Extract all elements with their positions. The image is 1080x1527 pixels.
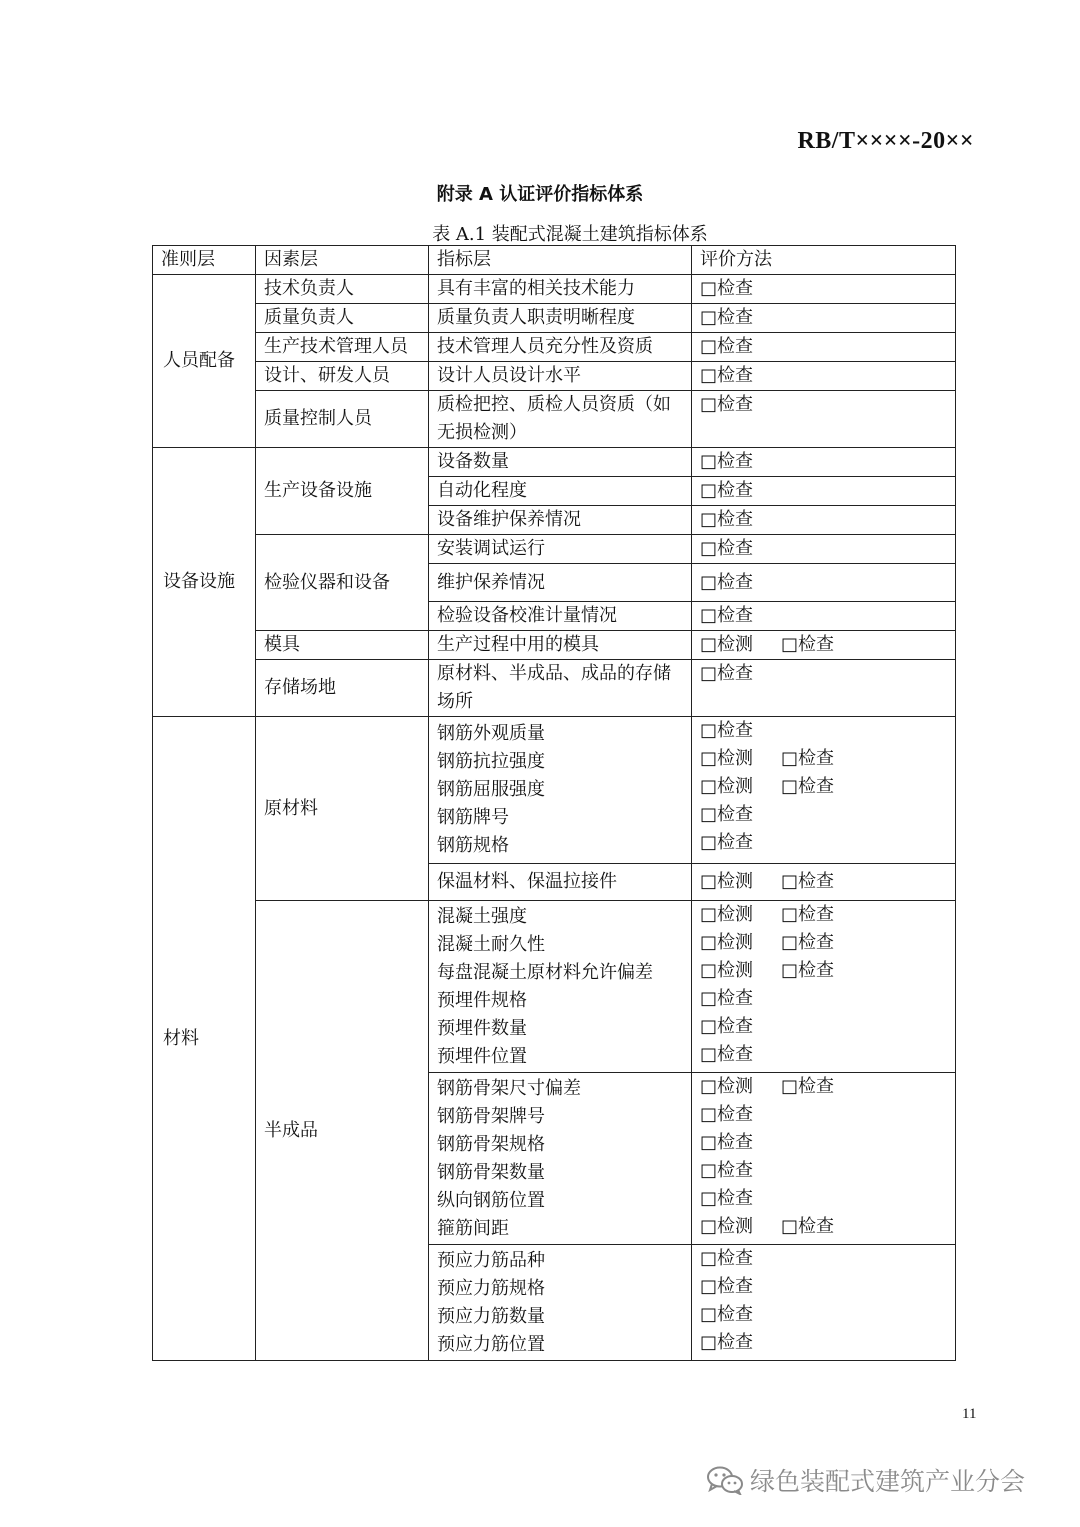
indicator-label: 预埋件位置 (437, 1045, 527, 1067)
column-header: 准则层 (153, 246, 256, 275)
indicator-cell (429, 717, 692, 864)
method-line (700, 631, 947, 659)
indicator-label: 质量负责人职责明晰程度 (437, 307, 635, 328)
indicator-label: 预应力筋位置 (437, 1333, 545, 1355)
indicator-label: 混凝土强度 (437, 905, 527, 927)
table-row (153, 535, 956, 564)
factor-label: 原材料 (264, 797, 318, 819)
indicator-cell (429, 1245, 692, 1361)
indicator-cell (429, 1073, 692, 1245)
indicator-cell (429, 602, 692, 631)
appendix-title: 附录 A 认证评价指标体系 (436, 184, 644, 205)
method-cell (692, 448, 956, 477)
method-checkbox-label: □检查 (700, 804, 754, 825)
criterion-cell (153, 448, 256, 717)
table-row (153, 275, 956, 304)
method-cell (692, 901, 956, 1073)
table-row (153, 660, 956, 717)
method-line (700, 1101, 947, 1129)
factor-cell (256, 631, 429, 660)
method-line (700, 801, 947, 829)
factor-cell (256, 717, 429, 901)
method-checkbox-label: □检查 (700, 336, 754, 357)
method-line (700, 868, 947, 896)
column-header: 因素层 (256, 246, 429, 275)
method-checkbox-label: □检查 (700, 394, 754, 415)
method-checkbox-label: □检查 (781, 871, 835, 892)
indicator-label: 预应力筋规格 (437, 1277, 545, 1299)
factor-label: 质量负责人 (264, 307, 354, 328)
method-cell (692, 1073, 956, 1245)
method-cell (692, 362, 956, 391)
method-line (700, 929, 947, 957)
method-line (700, 901, 947, 929)
indicator-label: 钢筋外观质量 (437, 723, 545, 744)
indicator-cell (429, 506, 692, 535)
method-line (700, 1329, 947, 1357)
method-line (700, 745, 947, 773)
method-checkbox-label: □检查 (700, 663, 754, 684)
indicator-cell (429, 362, 692, 391)
method-checkbox-label: □检测 (700, 1216, 754, 1237)
method-line (700, 957, 947, 985)
indicator-label: 质检把控、质检人员资质（如 (437, 394, 671, 415)
page-number: 11 (962, 1406, 977, 1422)
indicator-label: 钢筋骨架数量 (437, 1161, 545, 1183)
indicator-label: 预应力筋品种 (437, 1249, 545, 1271)
indicator-cell (429, 477, 692, 506)
method-checkbox-label: □检查 (700, 509, 754, 530)
indicator-label: 技术管理人员充分性及资质 (437, 336, 653, 357)
method-checkbox-label: □检查 (700, 832, 754, 853)
method-line (700, 333, 947, 361)
factor-label: 检验仪器和设备 (264, 571, 390, 593)
standard-code: RB/T××××-20×× (797, 128, 974, 154)
method-line (700, 1213, 947, 1241)
factor-label: 模具 (264, 634, 300, 655)
factor-label: 存储场地 (264, 677, 336, 698)
factor-cell (256, 362, 429, 391)
method-line (700, 1129, 947, 1157)
method-checkbox-label: □检测 (700, 748, 754, 769)
method-checkbox-label: □检测 (700, 776, 754, 797)
method-cell (692, 275, 956, 304)
factor-cell (256, 391, 429, 448)
indicator-label: 场所 (437, 691, 473, 712)
method-line (700, 660, 947, 688)
indicator-cell (429, 448, 692, 477)
indicator-label: 钢筋规格 (437, 835, 509, 856)
method-line (700, 275, 947, 303)
indicator-label: 维护保养情况 (437, 571, 545, 593)
indicator-label: 保温材料、保温拉接件 (437, 871, 617, 892)
factor-label: 设计、研发人员 (264, 365, 390, 386)
indicator-cell (429, 535, 692, 564)
method-checkbox-label: □检查 (700, 1132, 754, 1153)
watermark-text: 绿色装配式建筑产业分会 (750, 1467, 1026, 1496)
method-checkbox-label: □检测 (700, 871, 754, 892)
factor-label: 技术负责人 (264, 278, 354, 299)
indicator-label: 生产过程中用的模具 (437, 634, 599, 655)
method-checkbox-label: □检查 (700, 278, 754, 299)
method-cell (692, 333, 956, 362)
method-checkbox-label: □检查 (700, 307, 754, 328)
method-checkbox-label: □检查 (700, 1248, 754, 1269)
indicator-cell (429, 864, 692, 901)
criterion-label: 设备设施 (163, 571, 235, 592)
method-checkbox-label: □检查 (781, 904, 835, 925)
table-row (153, 717, 956, 864)
table-row (153, 304, 956, 333)
method-line (700, 829, 947, 857)
method-checkbox-label: □检查 (781, 748, 835, 769)
method-line (700, 1301, 947, 1329)
indicator-label: 预埋件数量 (437, 1017, 527, 1039)
method-cell (692, 1245, 956, 1361)
method-cell (692, 391, 956, 448)
method-checkbox-label: □检查 (700, 1160, 754, 1181)
wechat-icon (706, 1465, 744, 1495)
watermark (706, 1462, 1025, 1498)
method-checkbox-label: □检测 (700, 634, 754, 655)
indicator-label: 设计人员设计水平 (437, 365, 581, 386)
method-checkbox-label: □检测 (700, 1076, 754, 1097)
method-line (700, 448, 947, 476)
method-line (700, 1041, 947, 1069)
method-line (700, 1245, 947, 1273)
factor-label: 质量控制人员 (264, 408, 372, 429)
method-checkbox-label: □检测 (700, 932, 754, 953)
method-checkbox-label: □检查 (781, 1216, 835, 1237)
indicator-label: 原材料、半成品、成品的存储 (437, 663, 671, 684)
indicator-cell (429, 333, 692, 362)
indicator-label: 预应力筋数量 (437, 1305, 545, 1327)
method-line (700, 304, 947, 332)
indicator-label: 钢筋骨架牌号 (437, 1105, 545, 1127)
method-checkbox-label: □检查 (700, 605, 754, 626)
indicator-label: 无损检测） (437, 422, 527, 443)
criterion-label: 人员配备 (163, 350, 235, 371)
method-checkbox-label: □检查 (700, 988, 754, 1009)
indicator-cell (429, 391, 692, 448)
method-cell (692, 631, 956, 660)
factor-cell (256, 535, 429, 631)
factor-cell (256, 275, 429, 304)
indicator-cell (429, 275, 692, 304)
indicator-label: 钢筋骨架尺寸偏差 (437, 1077, 581, 1099)
factor-cell (256, 660, 429, 717)
method-line (700, 602, 947, 630)
criterion-cell (153, 717, 256, 1361)
method-checkbox-label: □检查 (781, 1076, 835, 1097)
method-checkbox-label: □检查 (700, 720, 754, 741)
method-line (700, 773, 947, 801)
factor-cell (256, 304, 429, 333)
method-line (700, 362, 947, 390)
method-checkbox-label: □检查 (700, 451, 754, 472)
indicator-cell (429, 901, 692, 1073)
column-header: 评价方法 (692, 246, 956, 275)
method-line (700, 506, 947, 534)
method-checkbox-label: □检查 (700, 1276, 754, 1297)
method-line (700, 717, 947, 745)
criterion-cell (153, 275, 256, 448)
factor-cell (256, 333, 429, 362)
method-line (700, 985, 947, 1013)
indicator-label: 设备维护保养情况 (437, 509, 581, 530)
method-checkbox-label: □检查 (781, 932, 835, 953)
method-cell (692, 535, 956, 564)
method-checkbox-label: □检查 (700, 480, 754, 501)
method-cell (692, 717, 956, 864)
indicator-label: 混凝土耐久性 (437, 933, 545, 955)
method-cell (692, 602, 956, 631)
method-checkbox-label: □检查 (700, 1044, 754, 1065)
method-cell (692, 506, 956, 535)
method-line (700, 1157, 947, 1185)
indicator-cell (429, 304, 692, 333)
indicator-label: 钢筋屈服强度 (437, 779, 545, 800)
indicator-label: 预埋件规格 (437, 989, 527, 1011)
method-cell (692, 660, 956, 717)
column-header: 指标层 (429, 246, 692, 275)
factor-label: 半成品 (264, 1119, 318, 1141)
method-checkbox-label: □检查 (700, 571, 754, 593)
method-line (700, 391, 947, 419)
factor-cell (256, 901, 429, 1361)
indicator-table (152, 245, 956, 1361)
indicator-cell (429, 564, 692, 602)
criterion-label: 材料 (163, 1027, 199, 1049)
indicator-cell (429, 631, 692, 660)
indicator-label: 检验设备校准计量情况 (437, 605, 617, 626)
method-checkbox-label: □检查 (700, 1188, 754, 1209)
indicator-label: 自动化程度 (437, 480, 527, 501)
method-line (700, 1185, 947, 1213)
method-checkbox-label: □检查 (700, 1332, 754, 1353)
method-checkbox-label: □检查 (700, 1304, 754, 1325)
method-line (700, 535, 947, 563)
method-checkbox-label: □检测 (700, 904, 754, 925)
table-row (153, 901, 956, 1073)
factor-label: 生产设备设施 (264, 480, 372, 501)
method-checkbox-label: □检查 (700, 1104, 754, 1125)
indicator-label: 钢筋骨架规格 (437, 1133, 545, 1155)
method-line (700, 569, 947, 597)
indicator-label: 每盘混凝土原材料允许偏差 (437, 961, 653, 983)
table-header-row (153, 246, 956, 275)
method-line (700, 1013, 947, 1041)
table-row (153, 631, 956, 660)
table-row (153, 362, 956, 391)
method-cell (692, 304, 956, 333)
method-line (700, 1073, 947, 1101)
method-cell (692, 564, 956, 602)
method-line (700, 477, 947, 505)
factor-cell (256, 448, 429, 535)
method-checkbox-label: □检查 (781, 634, 835, 655)
indicator-label: 纵向钢筋位置 (437, 1189, 545, 1211)
indicator-label: 箍筋间距 (437, 1217, 509, 1239)
method-checkbox-label: □检测 (700, 960, 754, 981)
method-checkbox-label: □检查 (700, 1016, 754, 1037)
table-caption: 表 A.1 装配式混凝土建筑指标体系 (432, 224, 708, 245)
method-cell (692, 477, 956, 506)
method-checkbox-label: □检查 (700, 365, 754, 386)
indicator-label: 具有丰富的相关技术能力 (437, 278, 635, 299)
indicator-label: 钢筋抗拉强度 (437, 751, 545, 772)
method-cell (692, 864, 956, 901)
method-checkbox-label: □检查 (781, 776, 835, 797)
method-line (700, 1273, 947, 1301)
indicator-label: 设备数量 (437, 451, 509, 472)
indicator-label: 钢筋牌号 (437, 807, 509, 828)
method-checkbox-label: □检查 (700, 538, 754, 559)
table-row (153, 448, 956, 477)
indicator-cell (429, 660, 692, 717)
factor-label: 生产技术管理人员 (264, 336, 408, 357)
table-row (153, 391, 956, 448)
method-checkbox-label: □检查 (781, 960, 835, 981)
indicator-label: 安装调试运行 (437, 538, 545, 559)
table-row (153, 333, 956, 362)
